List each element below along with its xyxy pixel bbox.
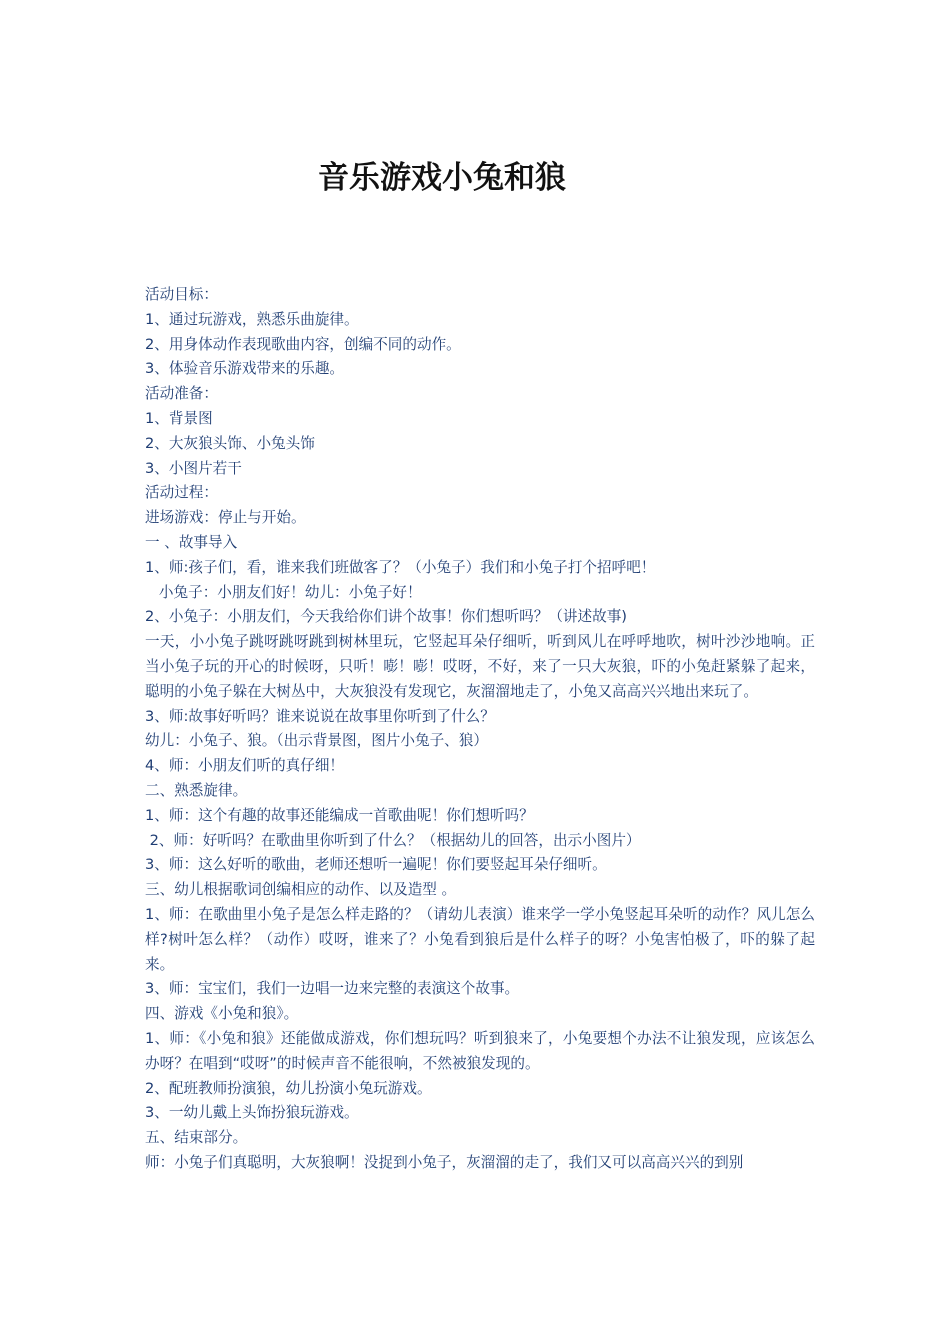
text-line: 小兔子：小朋友们好！幼儿：小兔子好！: [145, 583, 422, 601]
text-line: 2、大灰狼头饰、小兔头饰: [145, 434, 315, 452]
text-line: 2、小兔子：小朋友们，今天我给你们讲个故事！你们想听吗？（讲述故事): [145, 608, 627, 626]
text-line: 2、用身体动作表现歌曲内容，创编不同的动作。: [145, 335, 461, 353]
text-line: 五、结束部分。: [145, 1129, 248, 1147]
story-paragraph: 一天，小小兔子跳呀跳呀跳到树林里玩，它竖起耳朵仔细听，听到风儿在呼呼地吹，树叶沙沙地响。正当小兔子玩的开心的时候呀，只听！嘭！嘭！哎呀，不好，来了一只大灰狼，吓的小兔赶紧躲了起来，聪明的小兔子躲在大树丛中，大灰狼没有发现它，灰溜溜地走了，小兔又高高兴兴地出来玩了。: [145, 633, 815, 700]
action-paragraph: 1、师：在歌曲里小兔子是怎么样走路的？（请幼儿表演）谁来学一学小兔竖起耳朵听的动作？风儿怎么样?树叶怎么样？（动作）哎呀，谁来了？小兔看到狼后是什么样子的呀？小兔害怕极了，吓的躲了起来。: [145, 905, 815, 973]
text-line: 3、小图片若干: [145, 459, 242, 477]
text-line: 1、师:孩子们，看，谁来我们班做客了？（小兔子）我们和小兔子打个招呼吧！: [145, 558, 656, 576]
text-line: 2、师：好听吗？在歌曲里你听到了什么？（根据幼儿的回答，出示小图片）: [145, 831, 641, 849]
document-body: [145, 283, 815, 1176]
text-line: 4、师：小朋友们听的真仔细！: [145, 757, 345, 775]
text-line: 四、游戏《小兔和狼》。: [145, 1005, 299, 1023]
page-title: 音乐游戏小兔和狼: [318, 160, 566, 196]
text-line: 活动过程：: [145, 484, 218, 502]
text-line: 一 、故事导入: [145, 533, 238, 551]
text-line: 二、熟悉旋律。: [145, 781, 248, 799]
text-line: 3、师：宝宝们，我们一边唱一边来完整的表演这个故事。: [145, 980, 520, 998]
text-line: 1、背景图: [145, 409, 213, 427]
text-line: 3、体验音乐游戏带来的乐趣。: [145, 360, 345, 378]
game-paragraph: 1、师：《小兔和狼》还能做成游戏，你们想玩吗？听到狼来了，小兔要想个办法不让狼发现，应该怎么办呀？在唱到“哎呀”的时候声音不能很响，不然被狼发现的。: [145, 1029, 815, 1072]
text-line: 活动准备：: [145, 385, 218, 403]
text-line: 进场游戏：停止与开始。: [145, 509, 306, 527]
closing-paragraph: 师：小兔子们真聪明，大灰狼啊！没捉到小兔子，灰溜溜的走了，我们又可以高高兴兴的到别: [145, 1153, 744, 1171]
text-line: 2、配班教师扮演狼，幼儿扮演小兔玩游戏。: [145, 1079, 432, 1097]
text-line: 活动目标：: [145, 286, 218, 303]
text-line: 幼儿：小兔子、狼。（出示背景图，图片小兔子、狼）: [145, 732, 488, 750]
text-line: 1、通过玩游戏，熟悉乐曲旋律。: [145, 310, 359, 328]
text-line: 3、师：这么好听的歌曲，老师还想听一遍呢！你们要竖起耳朵仔细听。: [145, 856, 607, 874]
text-line: 1、师：这个有趣的故事还能编成一首歌曲呢！你们想听吗？: [145, 806, 534, 824]
text-line: 三、幼儿根据歌词创编相应的动作、以及造型 。: [145, 881, 457, 899]
text-line: 3、师:故事好听吗？谁来说说在故事里你听到了什么？: [145, 707, 495, 725]
text-line: 3、一幼儿戴上头饰扮狼玩游戏。: [145, 1104, 359, 1122]
